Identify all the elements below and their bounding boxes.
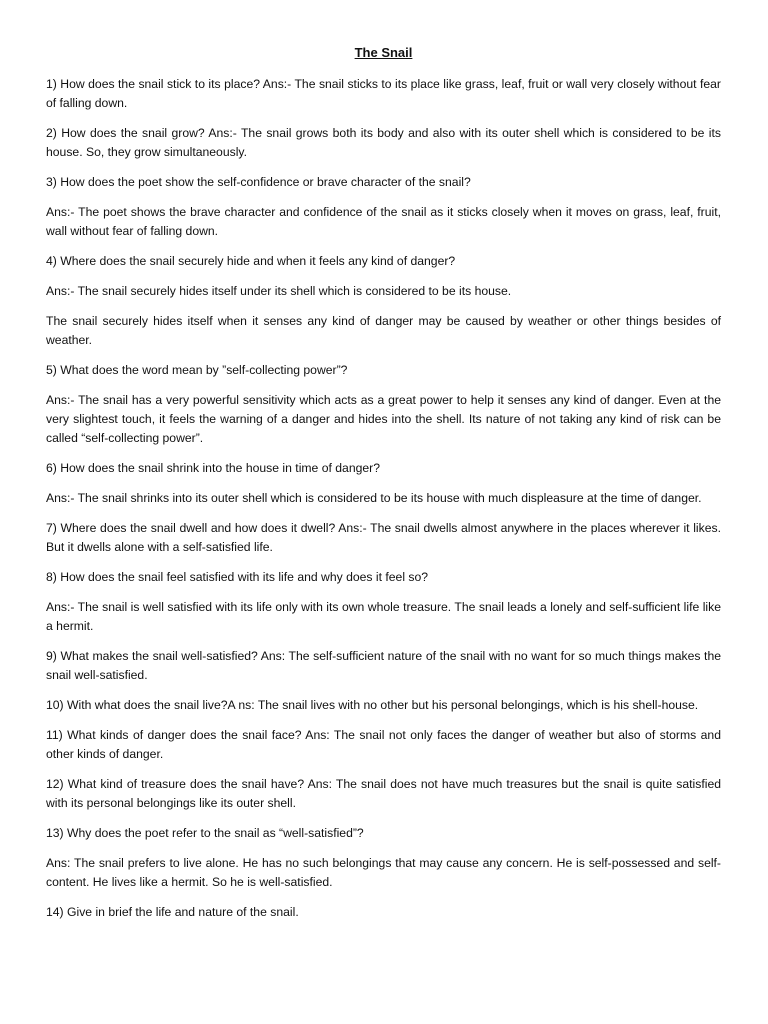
qa-paragraph: 14) Give in brief the life and nature of the snail. [46, 905, 299, 919]
qa-paragraph: 8) How does the snail feel satisfied with its life and why does it feel so? [46, 570, 429, 584]
page-title: The Snail [354, 45, 413, 60]
qa-paragraph: 5) What does the word mean by ”self-collecting power”? [46, 363, 348, 377]
qa-paragraph: 7) Where does the snail dwell and how does it dwell? Ans:- The snail dwells almost anywhere in the places wherever it likes. But it dwells alone with a self-satisfied life. [46, 521, 721, 554]
qa-paragraph: 10) With what does the snail live?A ns: The snail lives with no other but his personal belongings, which is his shell-house. [46, 698, 699, 712]
qa-paragraph: 9) What makes the snail well-satisfied? Ans: The self-sufficient nature of the snail with no want for so much things makes the snail well-satisfied. [46, 649, 721, 682]
qa-paragraph: Ans:- The snail shrinks into its outer shell which is considered to be its house with much displeasure at the time of danger. [46, 491, 702, 505]
qa-paragraph: 3) How does the poet show the self-confidence or brave character of the snail? [46, 175, 471, 189]
qa-paragraph: Ans:- The snail has a very powerful sensitivity which acts as a great power to help it senses any kind of danger. Even at the very slightest touch, it feels the warning of a danger and hides into the shell. Its nature of not taking any kind of risk can be called “self-collecting power”. [46, 393, 721, 445]
qa-paragraph: Ans:- The poet shows the brave character and confidence of the snail as it sticks closely when it moves on grass, leaf, fruit, wall without fear of falling down. [46, 205, 721, 238]
qa-paragraph: 6) How does the snail shrink into the house in time of danger? [46, 461, 380, 475]
qa-paragraph: 4) Where does the snail securely hide and when it feels any kind of danger? [46, 254, 456, 268]
qa-paragraph: 13) Why does the poet refer to the snail as “well-satisfied”? [46, 826, 364, 840]
document-page [46, 44, 721, 933]
qa-paragraph: Ans:- The snail is well satisfied with its life only with its own whole treasure. The snail leads a lonely and self-sufficient life like a hermit. [46, 600, 721, 633]
qa-paragraph: 12) What kind of treasure does the snail have? Ans: The snail does not have much treasures but the snail is quite satisfied with its personal belongings like its outer shell. [46, 777, 721, 810]
qa-paragraph: Ans: The snail prefers to live alone. He has no such belongings that may cause any concern. He is self-possessed and self-content. He lives like a hermit. So he is well-satisfied. [46, 856, 721, 889]
qa-paragraph: Ans:- The snail securely hides itself under its shell which is considered to be its house. [46, 284, 512, 298]
qa-paragraph: The snail securely hides itself when it senses any kind of danger may be caused by weather or other things besides of weather. [46, 314, 721, 347]
qa-paragraph: 11) What kinds of danger does the snail face? Ans: The snail not only faces the danger of weather but also of storms and other kinds of danger. [46, 728, 721, 761]
qa-paragraph: 2) How does the snail grow? Ans:- The snail grows both its body and also with its outer shell which is considered to be its house. So, they grow simultaneously. [46, 126, 721, 159]
qa-paragraph: 1) How does the snail stick to its place? Ans:- The snail sticks to its place like grass, leaf, fruit or wall very closely without fear of falling down. [46, 77, 721, 110]
